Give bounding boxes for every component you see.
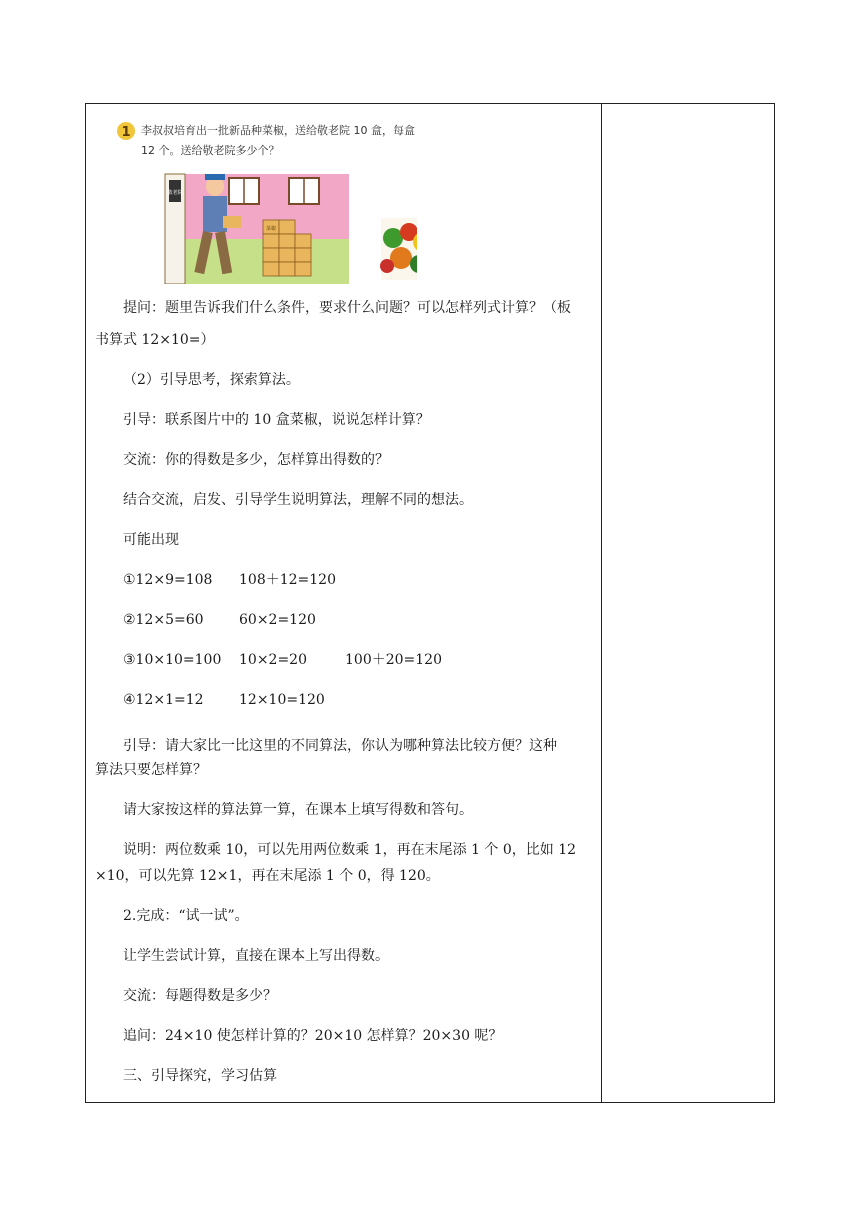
- paragraph-question-cont: 书算式 12×10=）: [95, 332, 215, 348]
- notes-cell: [602, 104, 774, 1102]
- equation-3b: 10×2=20: [239, 652, 307, 668]
- equation-row-4: [123, 690, 628, 710]
- equation-row-2: [123, 610, 628, 630]
- equation-row-1: [123, 570, 628, 590]
- paragraph-possible: 可能出现: [123, 532, 179, 548]
- textbook-figure: [117, 114, 417, 284]
- section-heading-estimate: 三、引导探究，学习估算: [123, 1068, 277, 1084]
- paragraph-compare: 引导：请大家比一比这里的不同算法，你认为哪种算法比较方便？这种: [123, 738, 557, 754]
- equation-4a: ④12×1=12: [123, 692, 204, 708]
- paragraph-try: 2.完成：“试一试”。: [123, 908, 249, 924]
- problem-text-line2: 12 个。送给敬老院多少个？: [141, 144, 280, 157]
- paragraph-followup: 追问：24×10 使怎样计算的？20×10 怎样算？20×30 呢？: [123, 1028, 503, 1044]
- sign-label: 敬老院: [167, 190, 183, 196]
- scene-picture: [165, 174, 349, 284]
- equation-3a: ③10×10=100: [123, 652, 222, 668]
- paragraph-step2: （2）引导思考，探索算法。: [123, 372, 300, 388]
- paragraph-student-try: 让学生尝试计算，直接在课本上写出得数。: [123, 948, 389, 964]
- equation-4b: 12×10=120: [239, 692, 325, 708]
- problem-number: 1: [121, 125, 131, 140]
- paragraph-question: 提问：题里告诉我们什么条件，要求什么问题？可以怎样列式计算？（板: [123, 300, 571, 316]
- paragraph-explain: 说明：两位数乘 10，可以先用两位数乘 1，再在末尾添 1 个 0，比如 12: [123, 842, 577, 858]
- paragraph-compare-cont: 算法只要怎样算？: [95, 762, 207, 778]
- paragraph-exchange: 交流：你的得数是多少，怎样算出得数的？: [123, 452, 389, 468]
- equation-row-3: [123, 650, 628, 670]
- paragraph-explain-cont: ×10，可以先算 12×1，再在末尾添 1 个 0，得 120。: [95, 868, 440, 884]
- box-label: 菜椒: [265, 226, 277, 232]
- lesson-table: [85, 103, 775, 1103]
- paragraph-combine: 结合交流，启发、引导学生说明算法，理解不同的想法。: [123, 492, 473, 508]
- problem-illustration: [117, 114, 417, 284]
- paragraph-calculate: 请大家按这样的算法算一算，在课本上填写得数和答句。: [123, 802, 473, 818]
- equation-1a: ①12×9=108: [123, 572, 213, 588]
- paragraph-guide: 引导：联系图片中的 10 盒菜椒，说说怎样计算？: [123, 412, 430, 428]
- lesson-content-cell: [86, 104, 601, 1102]
- equation-2a: ②12×5=60: [123, 612, 204, 628]
- equation-1b: 108＋12=120: [239, 572, 336, 588]
- equation-2b: 60×2=120: [239, 612, 316, 628]
- paragraph-answers: 交流：每题得数是多少？: [123, 988, 277, 1004]
- problem-text-line1: 李叔叔培育出一批新品种菜椒，送给敬老院 10 盒，每盒: [141, 124, 415, 137]
- pepper-photo: [380, 218, 417, 280]
- equation-3c: 100＋20=120: [345, 652, 442, 668]
